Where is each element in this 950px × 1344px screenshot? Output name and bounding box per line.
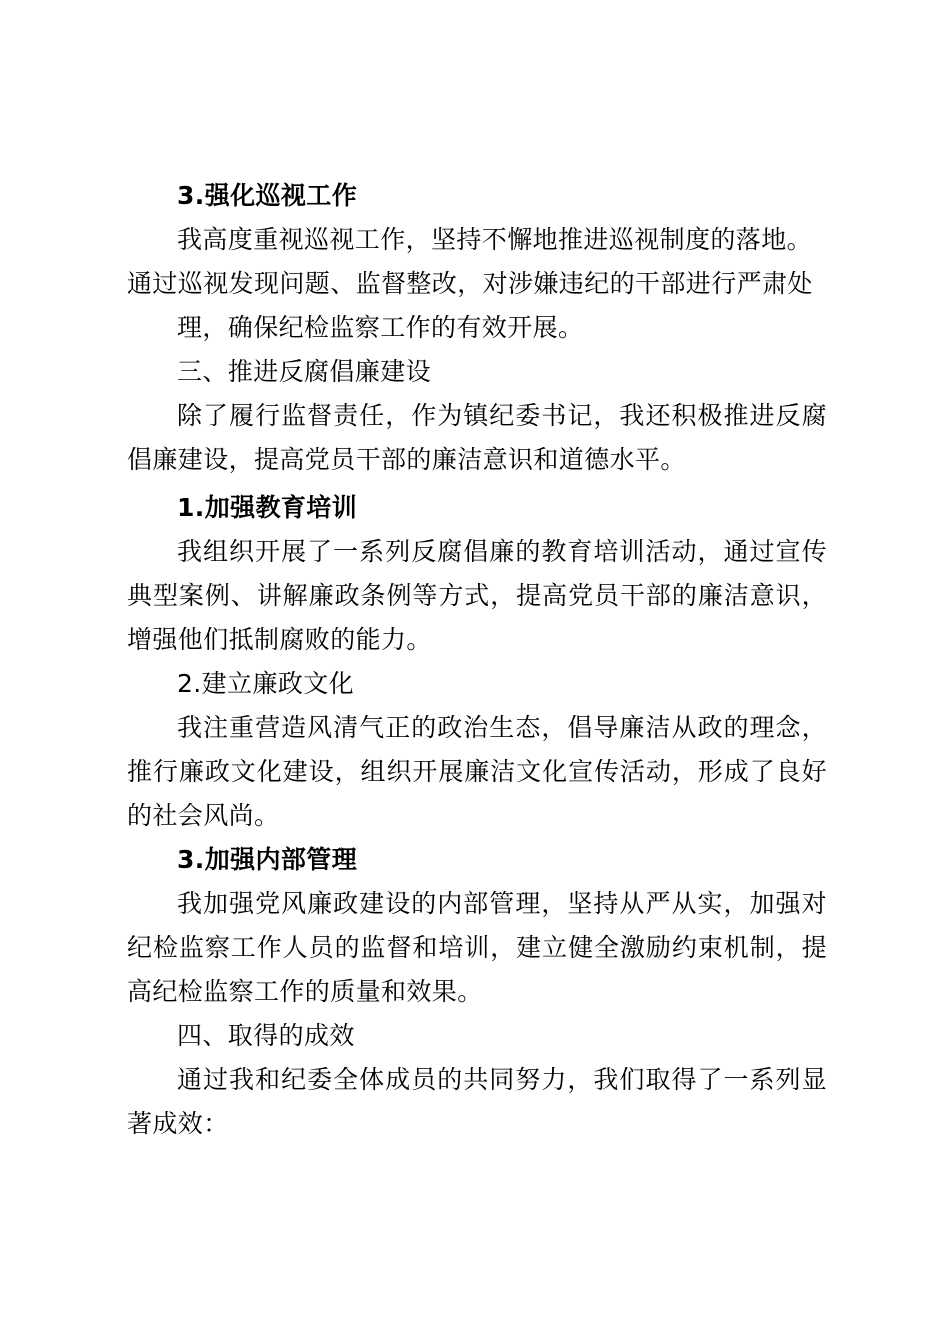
section-heading-integrity-culture: 2.建立廉政文化	[177, 669, 355, 698]
paragraph-internal-management: 我加强党风廉政建设的内部管理，坚持从严从实，加强对纪检监察工作人员的监督和培训，建立健全激励约束机制，提高纪检监察工作的质量和效果。	[127, 889, 827, 1006]
paragraph-education-training: 我组织开展了一系列反腐倡廉的教育培训活动，通过宣传典型案例、讲解廉政条例等方式，提高党员干部的廉洁意识，增强他们抵制腐败的能力。	[127, 537, 827, 654]
section-heading-education-training: 1.加强教育培训	[177, 493, 358, 522]
section-heading-strengthen-inspection: 3.强化巡视工作	[177, 181, 358, 210]
paragraph-integrity-culture: 我注重营造风清气正的政治生态，倡导廉洁从政的理念，推行廉政文化建设，组织开展廉洁文化宣传活动，形成了良好的社会风尚。	[127, 713, 827, 830]
paragraph-inspection-line-1: 我高度重视巡视工作，坚持不懈地推进巡视制度的落地。	[177, 225, 813, 254]
section-heading-internal-management: 3.加强内部管理	[177, 845, 358, 874]
paragraph-results-intro: 通过我和纪委全体成员的共同努力，我们取得了一系列显著成效：	[127, 1065, 827, 1138]
paragraph-anti-corruption-intro: 除了履行监督责任，作为镇纪委书记，我还积极推进反腐倡廉建设，提高党员干部的廉洁意识和道德水平。	[127, 401, 827, 474]
chapter-heading-results: 四、取得的成效	[177, 1021, 355, 1050]
paragraph-inspection-line-3: 理，确保纪检监察工作的有效开展。	[177, 313, 584, 342]
paragraph-inspection-line-2: 通过巡视发现问题、监督整改，对涉嫌违纪的干部进行严肃处	[127, 269, 813, 298]
chapter-heading-anti-corruption: 三、推进反腐倡廉建设	[177, 357, 432, 386]
